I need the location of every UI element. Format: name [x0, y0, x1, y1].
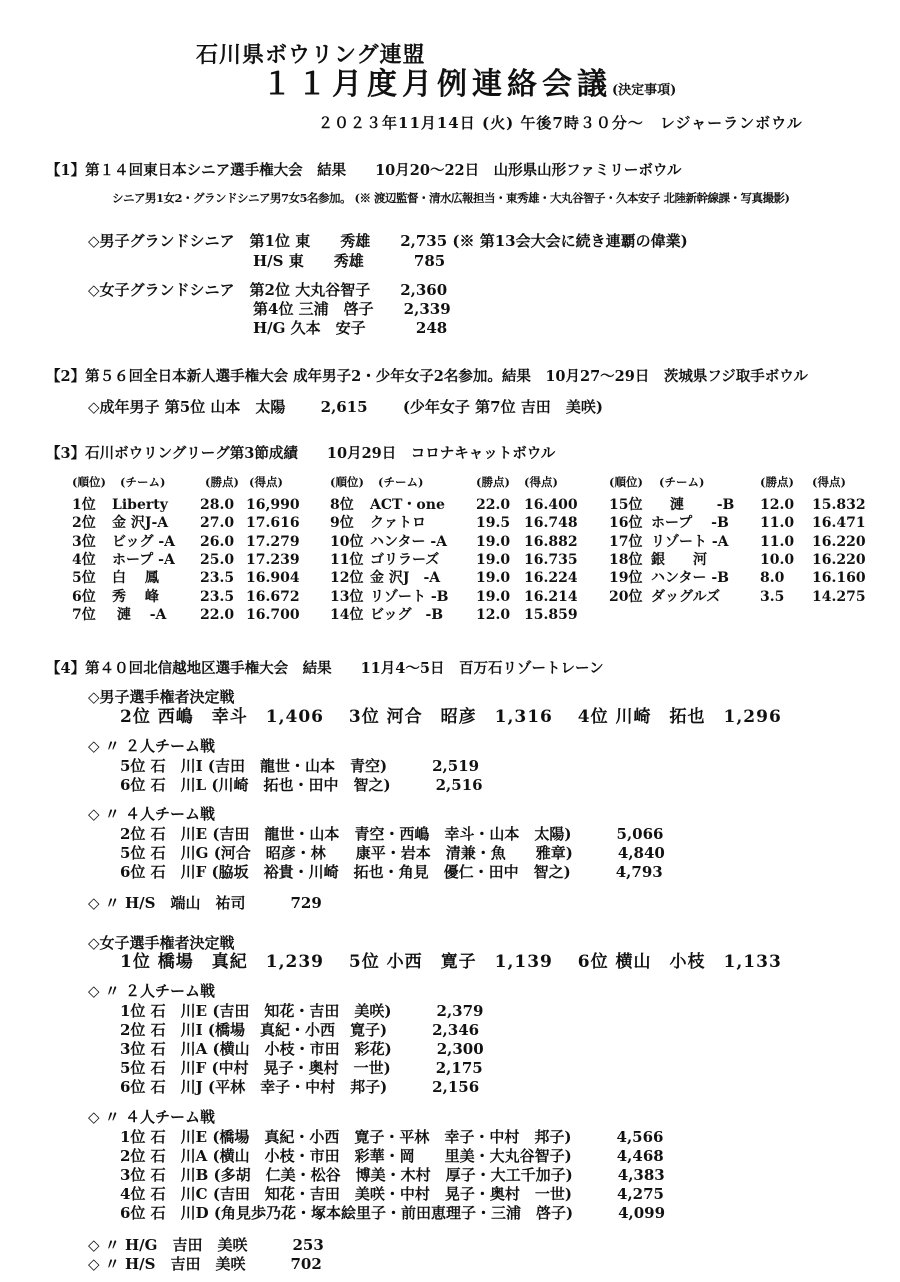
women-hs: ◇ 〃 H/S 吉田 美咲 702: [88, 1255, 322, 1273]
women-4p-label: ◇ 〃 ４人チーム戦: [88, 1108, 215, 1126]
men-results: 2位 西嶋 幸斗 1,406 3位 河合 昭彦 1,316 4位 川崎 拓也 1,296: [120, 707, 782, 727]
league-rank-cell: 12位: [330, 570, 364, 587]
league-score-cell: 17.279: [246, 533, 300, 550]
league-points-cell: 12.0: [760, 497, 795, 513]
league-score-cell: 16.214: [524, 588, 578, 605]
league-score-cell: 16.700: [246, 606, 300, 623]
league-team-cell: ビッグ -B: [370, 606, 444, 623]
league-points-cell: 27.0: [200, 515, 235, 532]
league-score-cell: 16.160: [812, 570, 866, 587]
league-score-cell: 16.672: [246, 588, 300, 605]
s1-line: 第4位 三浦 啓子 2,339: [88, 300, 451, 318]
league-rank-cell: 14位: [330, 606, 364, 623]
league-points-cell: 10.0: [760, 551, 795, 568]
league-score-cell: 17.616: [246, 515, 300, 532]
s1-line: ◇男子グランドシニア 第1位 東 秀雄 2,735 (※ 第13会大会に続き連覇の偉業): [88, 232, 688, 250]
league-rank-cell: 16位: [609, 515, 643, 532]
league-team-cell: 金 沢J-A: [112, 515, 169, 532]
league-rank-cell: 11位: [330, 551, 364, 568]
league-team-cell: 金 沢J -A: [370, 570, 441, 587]
league-points-cell: 12.0: [476, 606, 511, 623]
league-points-cell: 3.5: [760, 588, 785, 605]
league-points-cell: 19.0: [476, 551, 511, 568]
league-team-cell: 銀 河: [651, 551, 707, 568]
league-points-cell: 8.0: [760, 570, 785, 587]
men-4p-row: 6位 石 川F (脇坂 裕貴・川崎 拓也・角見 優仁・田中 智之) 4,793: [120, 863, 663, 881]
col-header-rank: (順位): [72, 475, 106, 489]
col-header-points: (勝点): [205, 475, 239, 489]
league-team-cell: 白 鳳: [112, 570, 159, 587]
title-text: １１月度月例連絡会議: [262, 67, 612, 102]
league-points-cell: 19.5: [476, 515, 511, 532]
men-4p-row: 2位 石 川E (吉田 龍世・山本 青空・西嶋 幸斗・山本 太陽) 5,066: [120, 825, 664, 843]
org-name: 石川県ボウリング連盟: [196, 42, 426, 68]
league-rank-cell: 3位: [72, 533, 96, 550]
league-team-cell: ダッグルズ: [651, 588, 721, 605]
col-header-team: (チーム): [659, 475, 705, 489]
col-header-score: (得点): [249, 475, 283, 489]
league-team-cell: ゴリラーズ: [370, 551, 440, 568]
league-rank-cell: 2位: [72, 515, 96, 532]
section-3-title: 【3】石川ボウリングリーグ第3節成績 10月29日 コロナキャットボウル: [46, 445, 556, 462]
league-points-cell: 25.0: [200, 551, 235, 568]
women-2p-row: 3位 石 川A (横山 小枝・市田 彩花) 2,300: [120, 1040, 484, 1058]
league-points-cell: 22.0: [476, 497, 511, 513]
section-2-title: 【2】第５６回全日本新人選手権大会 成年男子2・少年女子2名参加。結果 10月27～29日 茨城県フジ取手ボウル: [46, 368, 808, 385]
section-1-note: シニア男1女2・グランドシニア男7女5名参加。 (※ 渡辺監督・清水広報担当・東秀雄・大丸谷智子・久本安子 北陸新幹線課・写真撮影): [112, 191, 790, 205]
league-rank-cell: 4位: [72, 551, 96, 568]
league-team-cell: Liberty: [112, 497, 168, 513]
s1-line: H/G 久本 安子 248: [88, 319, 448, 337]
league-points-cell: 19.0: [476, 570, 511, 587]
league-rank-cell: 19位: [609, 570, 643, 587]
s2-line: ◇成年男子 第5位 山本 太陽 2,615 (少年女子 第7位 吉田 美咲): [88, 398, 603, 416]
men-2p-row: 5位 石 川I (吉田 龍世・山本 青空) 2,519: [120, 757, 480, 775]
league-points-cell: 23.5: [200, 588, 235, 605]
men-2p-label: ◇ 〃 ２人チーム戦: [88, 737, 215, 755]
women-2p-label: ◇ 〃 ２人チーム戦: [88, 982, 215, 1000]
league-rank-cell: 17位: [609, 533, 643, 550]
women-label: ◇女子選手権者決定戦: [88, 934, 235, 952]
col-header-points: (勝点): [760, 475, 794, 489]
league-points-cell: 11.0: [760, 515, 795, 532]
league-score-cell: 16.904: [246, 570, 300, 587]
women-2p-row: 2位 石 川I (橋場 真紀・小西 寛子) 2,346: [120, 1021, 480, 1039]
league-rank-cell: 20位: [609, 588, 643, 605]
league-rank-cell: 7位: [72, 606, 96, 623]
col-header-team: (チーム): [378, 475, 424, 489]
league-team-cell: 秀 峰: [112, 588, 159, 605]
women-4p-row: 1位 石 川E (橋場 真紀・小西 寛子・平林 幸子・中村 邦子) 4,566: [120, 1128, 664, 1146]
women-4p-row: 6位 石 川D (角見歩乃花・塚本絵里子・前田恵理子・三浦 啓子) 4,099: [120, 1204, 666, 1222]
league-score-cell: 14.275: [812, 588, 866, 605]
league-rank-cell: 15位: [609, 497, 643, 513]
col-header-team: (チーム): [120, 475, 166, 489]
league-rank-cell: 10位: [330, 533, 364, 550]
league-team-cell: ホープ -B: [651, 515, 729, 532]
league-rank-cell: 9位: [330, 515, 354, 532]
women-2p-row: 6位 石 川J (平林 幸子・中村 邦子) 2,156: [120, 1078, 480, 1096]
league-rank-cell: 5位: [72, 570, 96, 587]
league-team-cell: 漣 -A: [112, 606, 167, 623]
league-team-cell: ビッグ -A: [112, 533, 175, 550]
league-points-cell: 11.0: [760, 533, 795, 550]
league-team-cell: ハンター -B: [651, 570, 729, 587]
league-score-cell: 16.748: [524, 515, 578, 532]
league-score-cell: 16.471: [812, 515, 866, 532]
league-team-cell: クァトロ: [370, 515, 426, 532]
col-header-points: (勝点): [476, 475, 510, 489]
s1-line: ◇女子グランドシニア 第2位 大丸谷智子 2,360: [88, 281, 448, 299]
league-points-cell: 19.0: [476, 588, 511, 605]
league-score-cell: 15.859: [524, 606, 578, 623]
league-team-cell: 漣 -B: [651, 497, 735, 513]
league-score-cell: 16.220: [812, 533, 866, 550]
col-header-rank: (順位): [609, 475, 643, 489]
col-header-score: (得点): [812, 475, 846, 489]
league-rank-cell: 13位: [330, 588, 364, 605]
league-team-cell: リゾート -B: [370, 588, 449, 605]
league-rank-cell: 1位: [72, 497, 96, 513]
league-score-cell: 15.832: [812, 497, 866, 513]
league-points-cell: 28.0: [200, 497, 235, 513]
league-score-cell: 16,990: [246, 497, 300, 513]
women-hg: ◇ 〃 H/G 吉田 美咲 253: [88, 1236, 324, 1254]
league-rank-cell: 18位: [609, 551, 643, 568]
league-score-cell: 16.735: [524, 551, 578, 568]
meeting-datetime: ２０２３年11月14日 (火) 午後7時３０分～ レジャーランボウル: [318, 114, 803, 132]
women-4p-row: 4位 石 川C (吉田 知花・吉田 美咲・中村 晃子・奥村 一世) 4,275: [120, 1185, 664, 1203]
col-header-score: (得点): [524, 475, 558, 489]
women-2p-row: 5位 石 川F (中村 晃子・奥村 一世) 2,175: [120, 1059, 483, 1077]
men-2p-row: 6位 石 川L (川崎 拓也・田中 智之) 2,516: [120, 776, 483, 794]
league-team-cell: リゾート -A: [651, 533, 729, 550]
men-4p-row: 5位 石 川G (河合 昭彦・林 康平・岩本 清兼・魚 雅章) 4,840: [120, 844, 665, 862]
section-1-title: 【1】第１４回東日本シニア選手権大会 結果 10月20～22日 山形県山形ファミリーボウル: [46, 162, 682, 179]
league-points-cell: 23.5: [200, 570, 235, 587]
league-points-cell: 19.0: [476, 533, 511, 550]
col-header-rank: (順位): [330, 475, 364, 489]
s1-line: H/S 東 秀雄 785: [88, 252, 446, 270]
women-results: 1位 橋場 真紀 1,239 5位 小西 寛子 1,139 6位 横山 小枝 1,133: [120, 952, 782, 972]
title-suffix: (決定事項): [612, 83, 677, 98]
league-score-cell: 16.882: [524, 533, 578, 550]
league-points-cell: 22.0: [200, 606, 235, 623]
league-team-cell: ハンター -A: [370, 533, 447, 550]
women-4p-row: 3位 石 川B (多胡 仁美・松谷 博美・木村 厚子・大工千加子) 4,383: [120, 1166, 665, 1184]
men-4p-label: ◇ 〃 ４人チーム戦: [88, 805, 215, 823]
league-score-cell: 16.400: [524, 497, 578, 513]
page-title: [262, 67, 677, 102]
league-score-cell: 16.224: [524, 570, 578, 587]
league-team-cell: ACT・one: [370, 497, 445, 513]
league-rank-cell: 8位: [330, 497, 354, 513]
women-2p-row: 1位 石 川E (吉田 知花・吉田 美咲) 2,379: [120, 1002, 484, 1020]
men-label: ◇男子選手権者決定戦: [88, 688, 235, 706]
league-score-cell: 16.220: [812, 551, 866, 568]
league-rank-cell: 6位: [72, 588, 96, 605]
league-team-cell: ホープ -A: [112, 551, 175, 568]
women-4p-row: 2位 石 川A (横山 小枝・市田 彩華・岡 里美・大丸谷智子) 4,468: [120, 1147, 664, 1165]
league-score-cell: 17.239: [246, 551, 300, 568]
men-hs: ◇ 〃 H/S 端山 祐司 729: [88, 894, 322, 912]
league-points-cell: 26.0: [200, 533, 235, 550]
section-4-title: 【4】第４０回北信越地区選手権大会 結果 11月4～5日 百万石リゾートレーン: [46, 660, 604, 677]
